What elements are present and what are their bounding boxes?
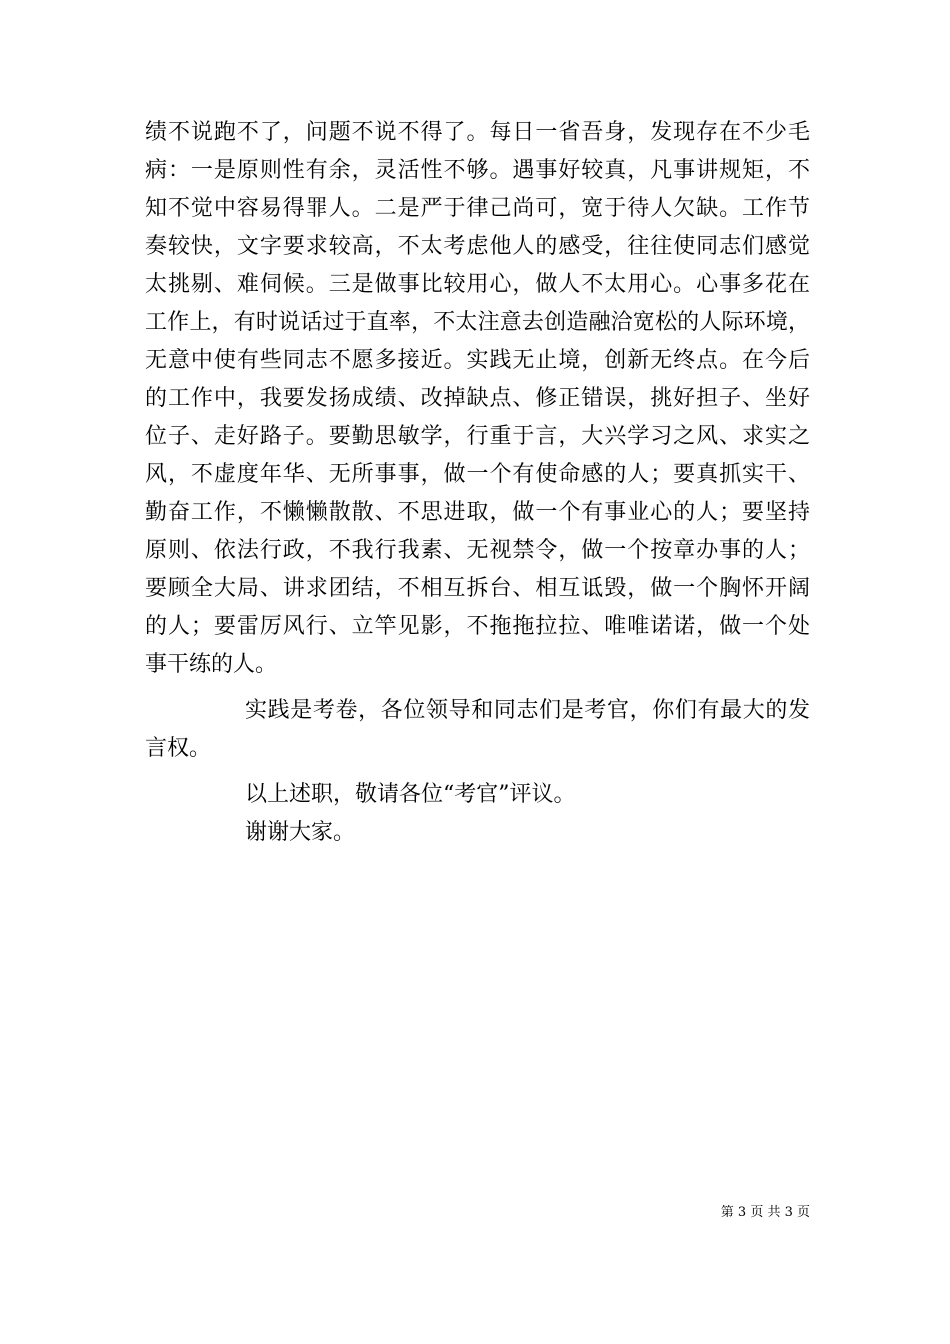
text-line: 病：一是原则性有余，灵活性不够。遇事好较真，凡事讲规矩，不	[145, 158, 810, 183]
text-line: 谢谢大家。	[245, 820, 356, 845]
text-line: 奏较快，文字要求较高，不太考虑他人的感受，往往使同志们感觉	[145, 234, 810, 259]
text-line: 绩不说跑不了，问题不说不得了。每日一省吾身，发现存在不少毛	[145, 120, 810, 145]
paragraph-spacer	[145, 684, 810, 692]
paragraph-request-review	[145, 776, 810, 814]
paragraph-spacer	[145, 768, 810, 776]
document-body	[145, 114, 810, 852]
text-line: 位子、走好路子。要勤思敏学，行重于言，大兴学习之风、求实之	[145, 424, 810, 449]
paragraph-exam-metaphor	[145, 692, 810, 768]
text-line: 风，不虚度年华、无所事事，做一个有使命感的人；要真抓实干、	[145, 462, 810, 487]
text-line: 言权。	[145, 736, 212, 761]
text-line: 勤奋工作，不懒懒散散、不思进取，做一个有事业心的人；要坚持	[145, 500, 810, 525]
text-line: 的人；要雷厉风行、立竿见影，不拖拖拉拉、唯唯诺诺，做一个处	[145, 614, 810, 639]
text-line: 工作上，有时说话过于直率，不太注意去创造融洽宽松的人际环境，	[145, 310, 810, 335]
text-line: 事干练的人。	[145, 652, 278, 677]
text-line: 要顾全大局、讲求团结，不相互拆台、相互诋毁，做一个胸怀开阔	[145, 576, 810, 601]
paragraph-self-criticism	[145, 114, 810, 684]
text-line: 知不觉中容易得罪人。二是严于律己尚可，宽于待人欠缺。工作节	[145, 196, 810, 221]
text-line: 的工作中，我要发扬成绩、改掉缺点、修正错误，挑好担子、坐好	[145, 386, 810, 411]
paragraph-thanks	[145, 814, 810, 852]
page-number: 第 3 页 共 3 页	[720, 1205, 810, 1220]
text-line: 实践是考卷，各位领导和同志们是考官，你们有最大的发	[245, 698, 810, 723]
text-line: 以上述职，敬请各位“考官”评议。	[245, 782, 576, 807]
text-line: 原则、依法行政，不我行我素、无视禁令，做一个按章办事的人；	[145, 538, 810, 563]
text-line: 无意中使有些同志不愿多接近。实践无止境，创新无终点。在今后	[145, 348, 810, 373]
text-line: 太挑剔、难伺候。三是做事比较用心，做人不太用心。心事多花在	[145, 272, 810, 297]
